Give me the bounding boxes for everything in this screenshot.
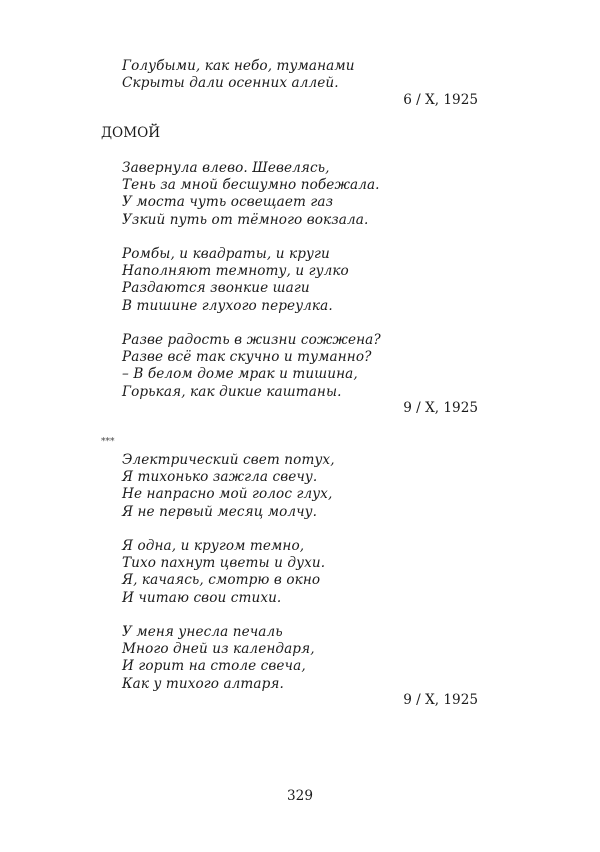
stanza xyxy=(122,246,349,315)
verse-line: Ромбы, и квадраты, и круги xyxy=(122,246,330,262)
stanza xyxy=(122,452,335,521)
verse-line: Раздаются звонкие шаги xyxy=(122,280,310,297)
poem-title: ДОМОЙ xyxy=(101,125,161,141)
stanza xyxy=(122,538,325,607)
verse-line: Скрыты дали осенних аллей. xyxy=(122,75,339,92)
verse-line: Разве радость в жизни сожжена? xyxy=(122,332,381,348)
verse-line: Тихо пахнут цветы и духи. xyxy=(122,555,326,572)
verse-line: Горькая, как дикие каштаны. xyxy=(122,383,342,400)
verse-line: Я, качаясь, смотрю в окно xyxy=(122,572,321,589)
poem-date: 6 / X, 1925 xyxy=(403,92,478,108)
poem-title-stars: *** xyxy=(101,437,115,447)
verse-line: – В белом доме мрак и тишина, xyxy=(122,366,358,383)
stanza xyxy=(122,624,315,693)
verse-line: Не напрасно мой голос глух, xyxy=(122,486,333,503)
verse-line: Как у тихого алтаря. xyxy=(122,675,284,692)
poem-date: 9 / X, 1925 xyxy=(403,400,478,416)
poem-date: 9 / X, 1925 xyxy=(403,692,478,708)
verse-line: Узкий путь от тёмного вокзала. xyxy=(122,211,369,228)
verse-line: И читаю свои стихи. xyxy=(122,589,282,606)
verse-line: Завернула влево. Шевелясь, xyxy=(122,160,330,176)
verse-line: И горит на столе свеча, xyxy=(122,658,306,675)
verse-line: У меня унесла печаль xyxy=(122,624,283,640)
verse-line: У моста чуть освещает газ xyxy=(122,194,334,211)
verse-line: Я одна, и кругом темно, xyxy=(122,538,305,554)
verse-line: Разве всё так скучно и туманно? xyxy=(122,349,372,366)
verse-line: В тишине глухого переулка. xyxy=(122,297,333,314)
verse-line: Я не первый месяц молчу. xyxy=(122,503,318,520)
verse-line: Много дней из календаря, xyxy=(122,641,315,658)
stanza xyxy=(122,332,381,401)
stanza xyxy=(122,58,355,92)
verse-line: Наполняют темноту, и гулко xyxy=(122,263,349,280)
verse-line: Я тихонько зажгла свечу. xyxy=(122,469,318,486)
verse-line: Электрический свет потух, xyxy=(122,452,335,468)
stanza xyxy=(122,160,380,229)
page-number: 329 xyxy=(287,788,313,804)
verse-line: Тень за мной бесшумно побежала. xyxy=(122,177,380,194)
verse-line: Голубыми, как небо, туманами xyxy=(122,58,355,74)
